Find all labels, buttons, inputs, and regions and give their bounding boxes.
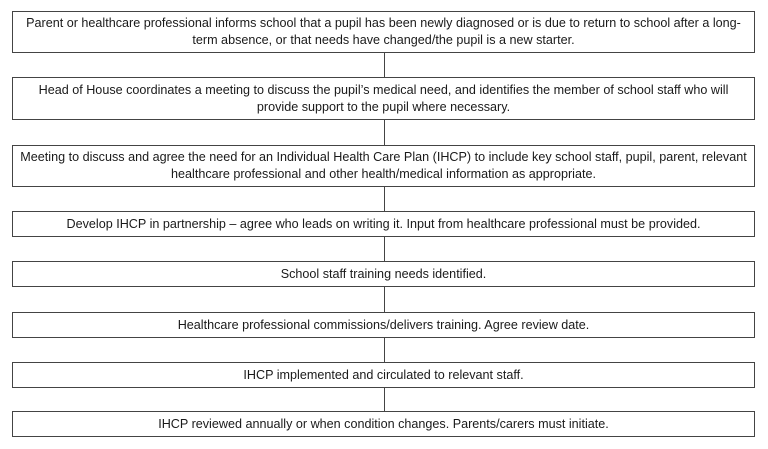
flow-connector (384, 187, 385, 211)
flow-step-text: Head of House coordinates a meeting to discuss the pupil’s medical need, and identifies the member of school staff who will provide support to the pupil where necessary. (38, 82, 729, 114)
flow-step-text: IHCP reviewed annually or when condition changes. Parents/carers must initiate. (158, 416, 609, 431)
flow-connector (384, 287, 385, 312)
flow-connector (384, 388, 385, 411)
flow-step-text: School staff training needs identified. (280, 266, 487, 281)
flow-step-text: Healthcare professional commissions/delivers training. Agree review date. (177, 317, 590, 332)
flow-step-text: Meeting to discuss and agree the need for an Individual Health Care Plan (IHCP) to include key school staff, pupil, parent, relevant healthcare professional and other health/medical information as appropriate. (20, 150, 747, 181)
flow-step-text: IHCP implemented and circulated to relevant staff. (243, 367, 524, 382)
flow-step-coordination-meeting (12, 77, 755, 120)
flow-step-text: Develop IHCP in partnership – agree who leads on writing it. Input from healthcare professional must be provided. (66, 216, 701, 231)
flow-connector (384, 120, 385, 145)
flow-connector (384, 237, 385, 261)
flow-step-implement-ihcp (12, 362, 755, 388)
flow-step-text: Parent or healthcare professional informs school that a pupil has been newly diagnosed or is due to return to school after a long-term absence, or that needs have changed/the pupil is a new starter. (26, 16, 741, 47)
flow-connector (384, 338, 385, 362)
flow-connector (384, 53, 385, 77)
flow-step-training-needs (12, 261, 755, 287)
flow-step-develop-ihcp (12, 211, 755, 237)
flow-step-notification (12, 11, 755, 53)
flow-step-deliver-training (12, 312, 755, 338)
flow-step-ihcp-meeting (12, 145, 755, 187)
flow-step-review-ihcp (12, 411, 755, 437)
